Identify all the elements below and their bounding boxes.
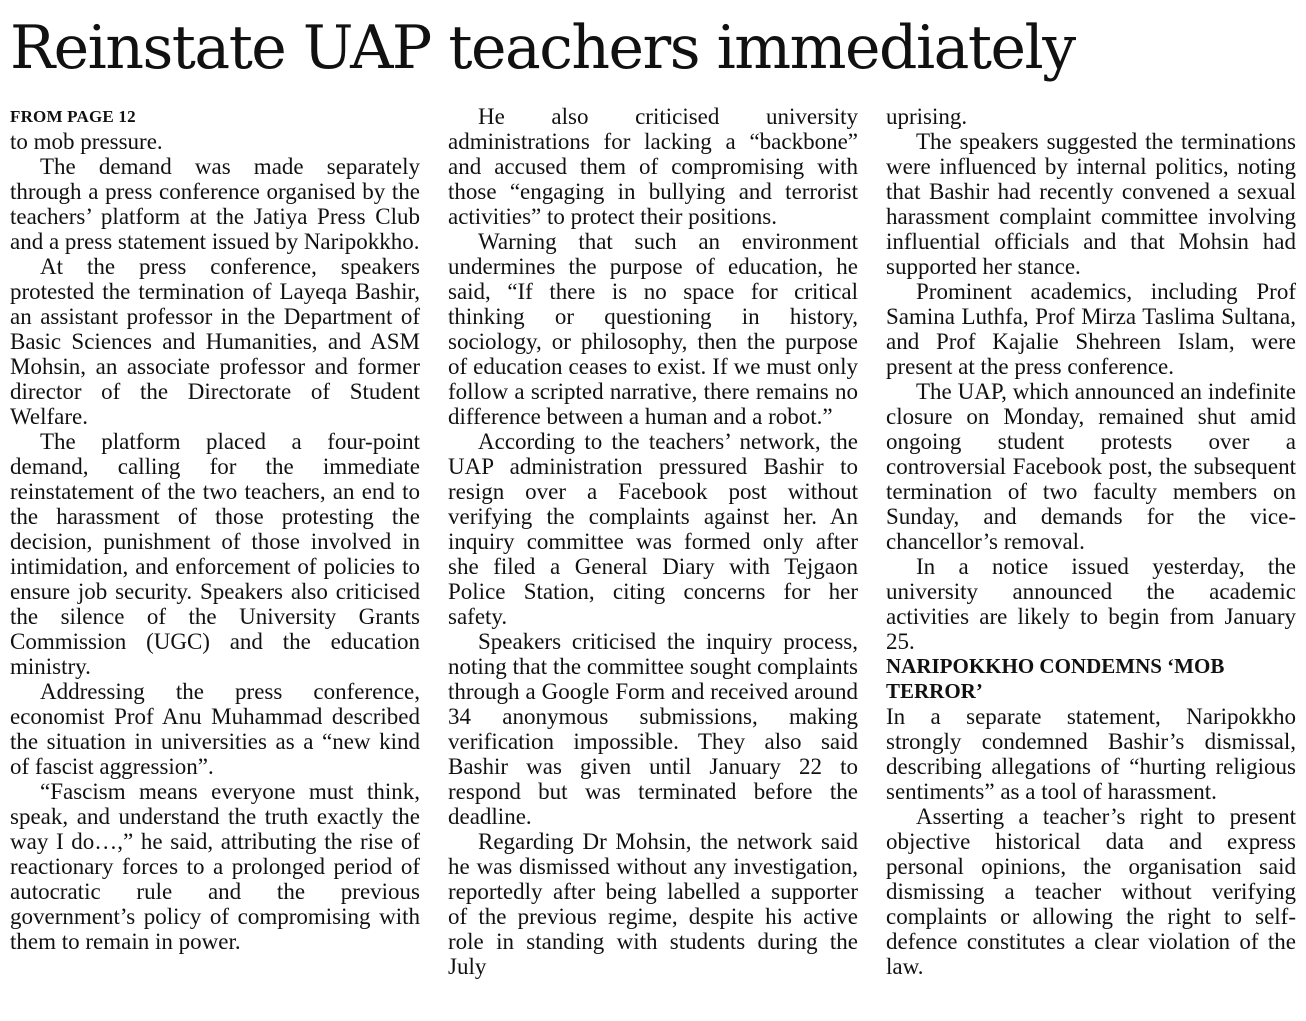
paragraph: to mob pressure.: [10, 129, 163, 154]
paragraph: In a separate statement, Naripokkho strongly condemned Bashir’s dismissal, describing allegations of “hurting religious sentiments” as a tool of harassment.: [886, 704, 1296, 804]
paragraph: According to the teachers’ network, the UAP administration pressured Bashir to resign over a Facebook post without verifying the complaints against her. An inquiry committee was formed only after she filed a General Diary with Tejgaon Police Station, citing concerns for her safety.: [448, 429, 858, 629]
paragraph: Asserting a teacher’s right to present objective historical data and express personal opinions, the organisation said dismissing a teacher without verifying complaints or allowing the right to self-defence constitutes a clear violation of the law.: [886, 804, 1296, 979]
paragraph: The UAP, which announced an indefinite closure on Monday, remained shut amid ongoing student protests over a controversial Facebook post, the subsequent termination of two faculty members on Sunday, and demands for the vice-chancellor’s removal.: [886, 379, 1296, 554]
headline: Reinstate UAP teachers immediately: [10, 13, 1075, 83]
paragraph: “Fascism means everyone must think, speak, and understand the truth exactly the way I do…,” he said, attributing the rise of reactionary forces to a prolonged period of autocratic rule and the previous government’s policy of compromising with them to remain in power.: [10, 779, 420, 954]
paragraph: Warning that such an environment undermines the purpose of education, he said, “If there is no space for critical thinking or questioning in history, sociology, or philosophy, then the purpose of education ceases to exist. If we must only follow a scripted narrative, there remains no difference between a human and a robot.”: [448, 229, 858, 429]
paragraph: In a notice issued yesterday, the university announced the academic activities are likely to begin from January 25.: [886, 554, 1296, 654]
paragraph: At the press conference, speakers protested the termination of Layeqa Bashir, an assistant professor in the Department of Basic Sciences and Humanities, and ASM Mohsin, an associate professor and former director of the Directorate of Student Welfare.: [10, 254, 420, 429]
paragraph: Regarding Dr Mohsin, the network said he was dismissed without any investigation, reportedly after being labelled a supporter of the previous regime, despite his active role in standing with students during the July: [448, 829, 858, 979]
paragraph: The demand was made separately through a press conference organised by the teachers’ platform at the Jatiya Press Club and a press statement issued by Naripokkho.: [10, 154, 420, 254]
jump-label: FROM PAGE 12: [10, 107, 136, 126]
article-column-2: [448, 104, 858, 1010]
paragraph: Speakers criticised the inquiry process, noting that the committee sought complaints through a Google Form and received around 34 anonymous submissions, making verification impossible. They also said Bashir was given until January 22 to respond but was terminated before the deadline.: [448, 629, 858, 829]
paragraph: uprising.: [886, 104, 968, 129]
paragraph: The platform placed a four-point demand, calling for the immediate reinstatement of the two teachers, an end to the harassment of those protesting the decision, punishment of those involved in intimidation, and enforcement of policies to ensure job security. Speakers also criticised the silence of the University Grants Commission (UGC) and the education ministry.: [10, 429, 420, 679]
section-subhead: NARIPOKKHO CONDEMNS ‘MOB TERROR’: [886, 654, 1225, 703]
article-column-1: [10, 104, 420, 1010]
paragraph: Addressing the press conference, economist Prof Anu Muhammad described the situation in universities as a “new kind of fascist aggression”.: [10, 679, 420, 779]
paragraph: Prominent academics, including Prof Samina Luthfa, Prof Mirza Taslima Sultana, and Prof Kajalie Shehreen Islam, were present at the press conference.: [886, 279, 1296, 379]
paragraph: The speakers suggested the terminations were influenced by internal politics, noting that Bashir had recently convened a sexual harassment complaint committee involving influential officials and that Mohsin had supported her stance.: [886, 129, 1296, 279]
article-column-3: [886, 104, 1296, 1010]
paragraph: He also criticised university administrations for lacking a “backbone” and accused them of compromising with those “engaging in bullying and terrorist activities” to protect their positions.: [448, 104, 858, 229]
